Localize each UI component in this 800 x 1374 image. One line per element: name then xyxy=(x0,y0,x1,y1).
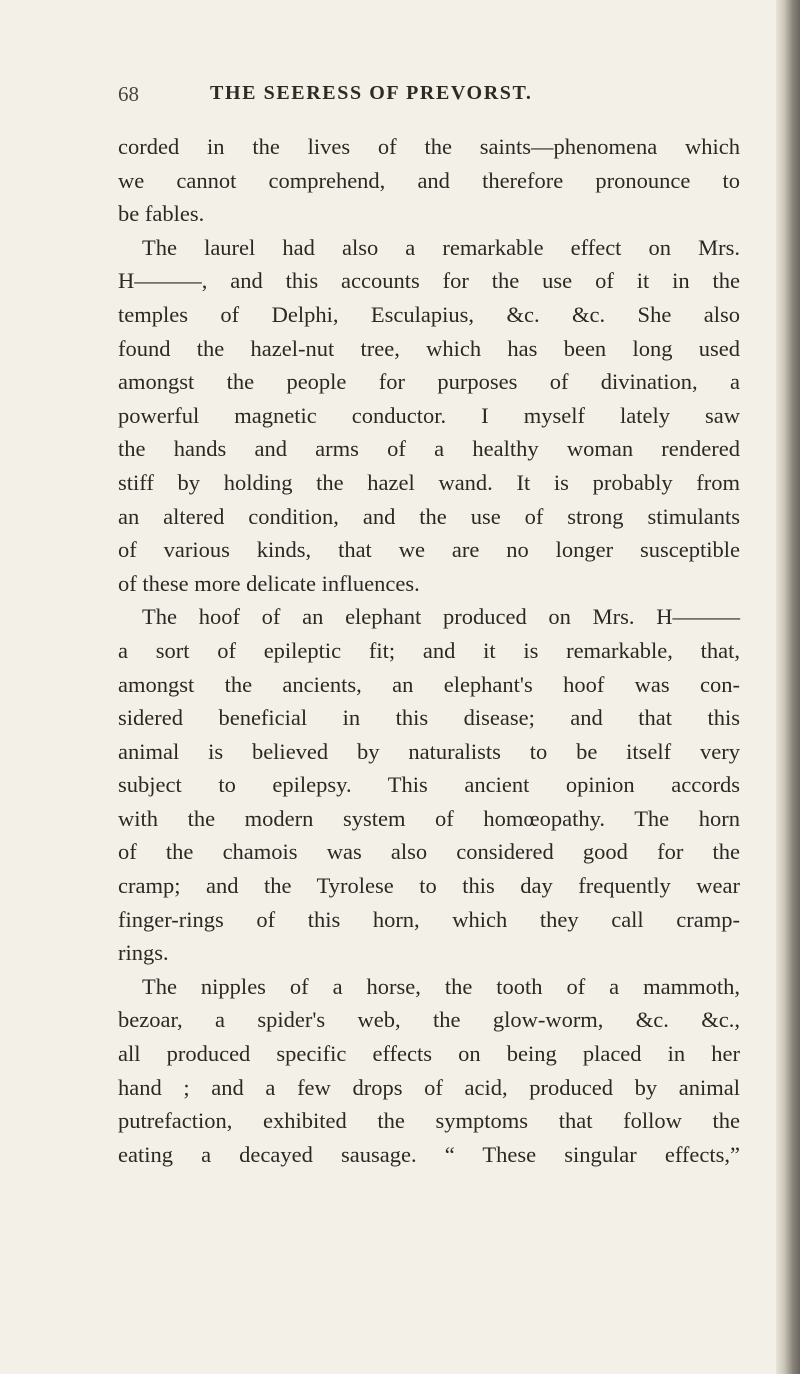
page-number: 68 xyxy=(118,82,139,106)
page-binding-edge xyxy=(776,0,800,1374)
text-line: be fables. xyxy=(118,201,205,227)
text-line: hand ; and a few drops of acid, produced by animal xyxy=(118,1074,740,1100)
text-line: temples of Delphi, Esculapius, &c. &c. She also xyxy=(118,301,740,327)
text-line: powerful magnetic conductor. I myself lately saw xyxy=(118,402,740,428)
text-line: bezoar, a spider's web, the glow-worm, &c. &c., xyxy=(118,1007,740,1033)
text-line: The laurel had also a remarkable effect on Mrs. xyxy=(142,234,740,260)
text-line: amongst the ancients, an elephant's hoof was con- xyxy=(118,671,740,697)
text-line: corded in the lives of the saints—phenomena which xyxy=(118,134,740,159)
text-line: eating a decayed sausage. “ These singular effects,” xyxy=(118,1141,740,1167)
text-line: cramp; and the Tyrolese to this day frequently wear xyxy=(118,873,740,899)
text-line: The nipples of a horse, the tooth of a mammoth, xyxy=(142,973,740,999)
text-line: subject to epilepsy. This ancient opinion accords xyxy=(118,772,740,798)
text-line: amongst the people for purposes of divination, a xyxy=(118,369,740,395)
text-line: animal is believed by naturalists to be itself very xyxy=(118,738,740,764)
text-line: of various kinds, that we are no longer susceptible xyxy=(118,537,740,563)
text-line: with the modern system of homœopathy. The horn xyxy=(118,805,740,831)
page-header xyxy=(118,82,738,112)
text-line: stiff by holding the hazel wand. It is probably from xyxy=(118,469,740,495)
text-line: we cannot comprehend, and therefore pronounce to xyxy=(118,167,740,193)
text-line: finger-rings of this horn, which they call cramp- xyxy=(118,906,740,932)
body-text xyxy=(118,130,740,1171)
text-line: the hands and arms of a healthy woman rendered xyxy=(118,436,740,462)
text-line: of the chamois was also considered good for the xyxy=(118,839,740,865)
text-line: all produced specific effects on being placed in her xyxy=(118,1041,740,1067)
text-line: of these more delicate influences. xyxy=(118,570,420,596)
text-line: H———, and this accounts for the use of it in the xyxy=(118,268,740,294)
text-line: a sort of epileptic fit; and it is remarkable, that, xyxy=(118,637,740,663)
text-line: an altered condition, and the use of strong stimulants xyxy=(118,503,740,529)
text-line: The hoof of an elephant produced on Mrs. H——— xyxy=(142,604,740,630)
text-line: sidered beneficial in this disease; and that this xyxy=(118,705,740,731)
running-head: THE SEERESS OF PREVORST. xyxy=(210,82,533,104)
text-line: rings. xyxy=(118,940,169,966)
text-line: putrefaction, exhibited the symptoms that follow the xyxy=(118,1108,740,1134)
text-line: found the hazel-nut tree, which has been long used xyxy=(118,335,740,361)
